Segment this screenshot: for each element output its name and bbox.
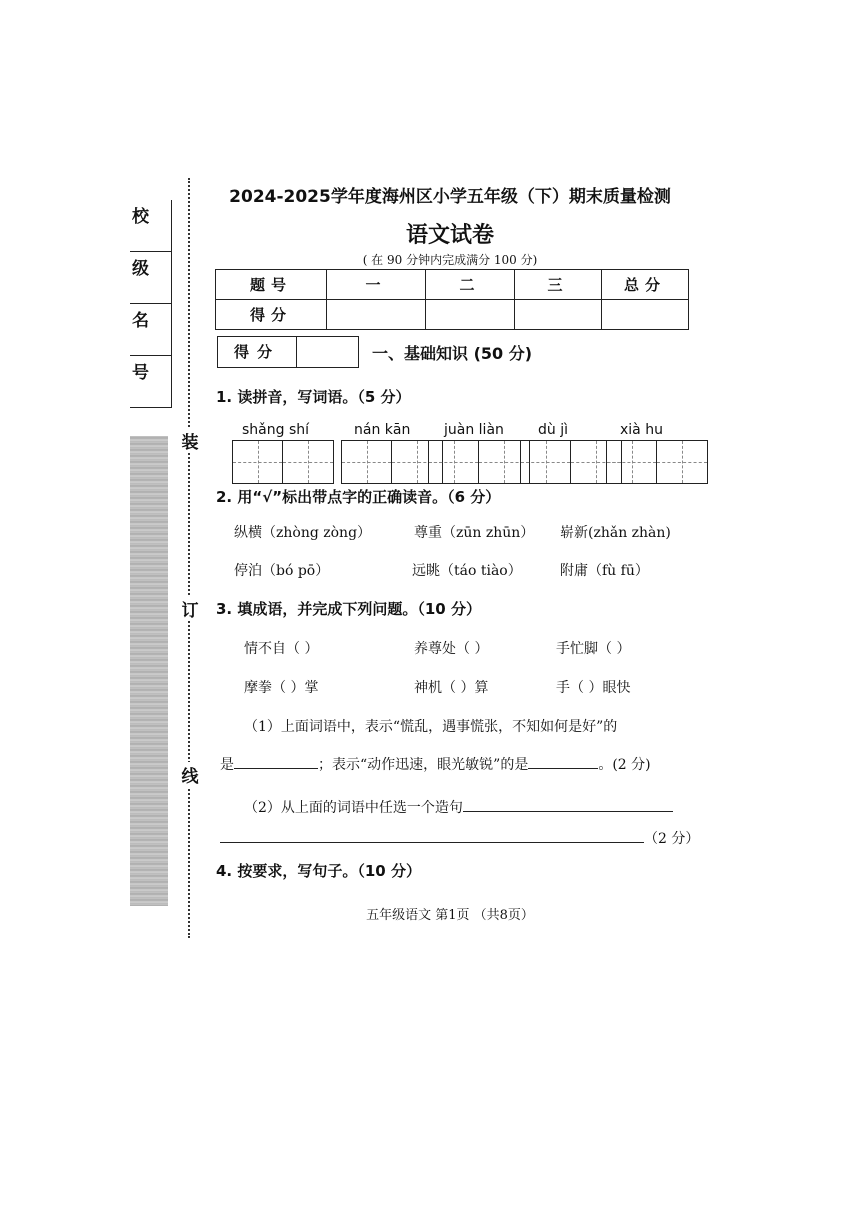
binding-dotted-line bbox=[188, 178, 190, 938]
section-score-box bbox=[217, 336, 359, 368]
exam-note: ( 在 90 分钟内完成满分 100 分) bbox=[362, 253, 538, 267]
school-label: 校 bbox=[132, 207, 149, 227]
binding-char-xian: 线 bbox=[180, 762, 200, 787]
question-3-sub1-text: （1）上面词语中，表示“慌乱，遇事慌张，不知如何是好”的 bbox=[244, 719, 618, 735]
question-3-sub1-line bbox=[220, 754, 651, 774]
question-4-title: 4. 按要求，写句子。（10 分） bbox=[216, 862, 421, 880]
score-header-cell: 二 bbox=[426, 270, 515, 300]
exam-title: 2024-2025学年度海州区小学五年级（下）期末质量检测 bbox=[229, 187, 671, 207]
writing-cell[interactable] bbox=[521, 441, 571, 483]
number-field bbox=[130, 356, 172, 408]
writing-cell[interactable] bbox=[283, 441, 333, 483]
sub1-prefix: 是 bbox=[220, 757, 234, 773]
writing-cell[interactable] bbox=[233, 441, 283, 483]
section-title: 一、基础知识 (50 分) bbox=[372, 344, 533, 363]
idiom-item-5[interactable]: 神机（ ）算 bbox=[414, 680, 489, 696]
idiom-item-2[interactable]: 养尊处（ ） bbox=[414, 641, 489, 657]
question-3-title: 3. 填成语，并完成下列问题。（10 分） bbox=[216, 600, 481, 618]
pinyin-3: juàn liàn bbox=[444, 422, 504, 438]
score-header-cell: 三 bbox=[515, 270, 602, 300]
sub2-prompt: （2）从上面的词语中任选一个造句 bbox=[244, 800, 463, 816]
binding-char-ding: 订 bbox=[180, 596, 200, 621]
sub1-suffix: 。(2 分) bbox=[598, 757, 651, 773]
answer-blank-1[interactable] bbox=[234, 754, 318, 769]
writing-cell[interactable] bbox=[607, 441, 657, 483]
answer-blank-2[interactable] bbox=[528, 754, 598, 769]
sentence-blank-2[interactable] bbox=[220, 828, 644, 843]
score-header-cell: 题号 bbox=[216, 270, 327, 300]
pinyin-2: nán kān bbox=[354, 422, 411, 438]
page-footer: 五年级语文 第1页 （共8页） bbox=[366, 908, 534, 923]
idiom-item-4[interactable]: 摩拳（ ）掌 bbox=[244, 680, 319, 696]
reading-item-6[interactable]: 附庸（fù fū） bbox=[560, 563, 649, 579]
score-cell[interactable] bbox=[602, 300, 689, 330]
writing-grid-5[interactable] bbox=[606, 440, 708, 484]
writing-cell[interactable] bbox=[657, 441, 707, 483]
reading-item-1[interactable]: 纵横（zhòng zòng） bbox=[234, 525, 372, 541]
score-header-cell: 一 bbox=[327, 270, 426, 300]
score-row-label: 得分 bbox=[216, 300, 327, 330]
section-score-label: 得分 bbox=[218, 337, 297, 367]
class-field bbox=[130, 252, 172, 304]
school-field bbox=[130, 200, 172, 252]
question-3-sub2-line2 bbox=[220, 828, 699, 848]
sentence-blank-1[interactable] bbox=[463, 797, 673, 812]
pinyin-4: dù jì bbox=[538, 422, 568, 438]
pinyin-5: xià hu bbox=[620, 422, 663, 438]
score-cell[interactable] bbox=[426, 300, 515, 330]
exam-subtitle: 语文试卷 bbox=[405, 223, 494, 248]
score-table bbox=[215, 269, 689, 330]
score-table-row bbox=[216, 300, 689, 330]
binding-char-zhuang: 装 bbox=[180, 428, 200, 453]
scan-shadow-strip bbox=[130, 436, 168, 906]
idiom-item-6[interactable]: 手（ ）眼快 bbox=[556, 680, 631, 696]
section-score-cell[interactable] bbox=[297, 337, 358, 367]
score-header-cell: 总分 bbox=[602, 270, 689, 300]
class-label: 级 bbox=[132, 259, 149, 279]
question-1-title: 1. 读拼音，写词语。（5 分） bbox=[216, 388, 411, 406]
question-2-title: 2. 用“√”标出带点字的正确读音。（6 分） bbox=[216, 488, 501, 506]
writing-cell[interactable] bbox=[342, 441, 392, 483]
writing-cell[interactable] bbox=[429, 441, 479, 483]
reading-item-3[interactable]: 崭新(zhǎn zhàn) bbox=[560, 525, 671, 541]
idiom-item-3[interactable]: 手忙脚（ ） bbox=[556, 641, 631, 657]
pinyin-1: shǎng shí bbox=[242, 422, 310, 438]
score-cell[interactable] bbox=[327, 300, 426, 330]
reading-item-4[interactable]: 停泊（bó pō） bbox=[234, 563, 330, 579]
reading-item-5[interactable]: 远眺（táo tiào） bbox=[412, 563, 522, 579]
writing-grid-3[interactable] bbox=[428, 440, 530, 484]
question-3-sub2-line bbox=[244, 797, 673, 817]
reading-item-2[interactable]: 尊重（zūn zhūn） bbox=[414, 525, 535, 541]
name-field bbox=[130, 304, 172, 356]
score-table-row bbox=[216, 270, 689, 300]
writing-grid-1[interactable] bbox=[232, 440, 334, 484]
idiom-item-1[interactable]: 情不自（ ） bbox=[244, 641, 319, 657]
sub2-score: （2 分） bbox=[644, 831, 700, 847]
number-label: 号 bbox=[132, 363, 149, 383]
score-cell[interactable] bbox=[515, 300, 602, 330]
name-label: 名 bbox=[132, 311, 149, 331]
sub1-middle: ；表示“动作迅速，眼光敏锐”的是 bbox=[318, 757, 529, 773]
